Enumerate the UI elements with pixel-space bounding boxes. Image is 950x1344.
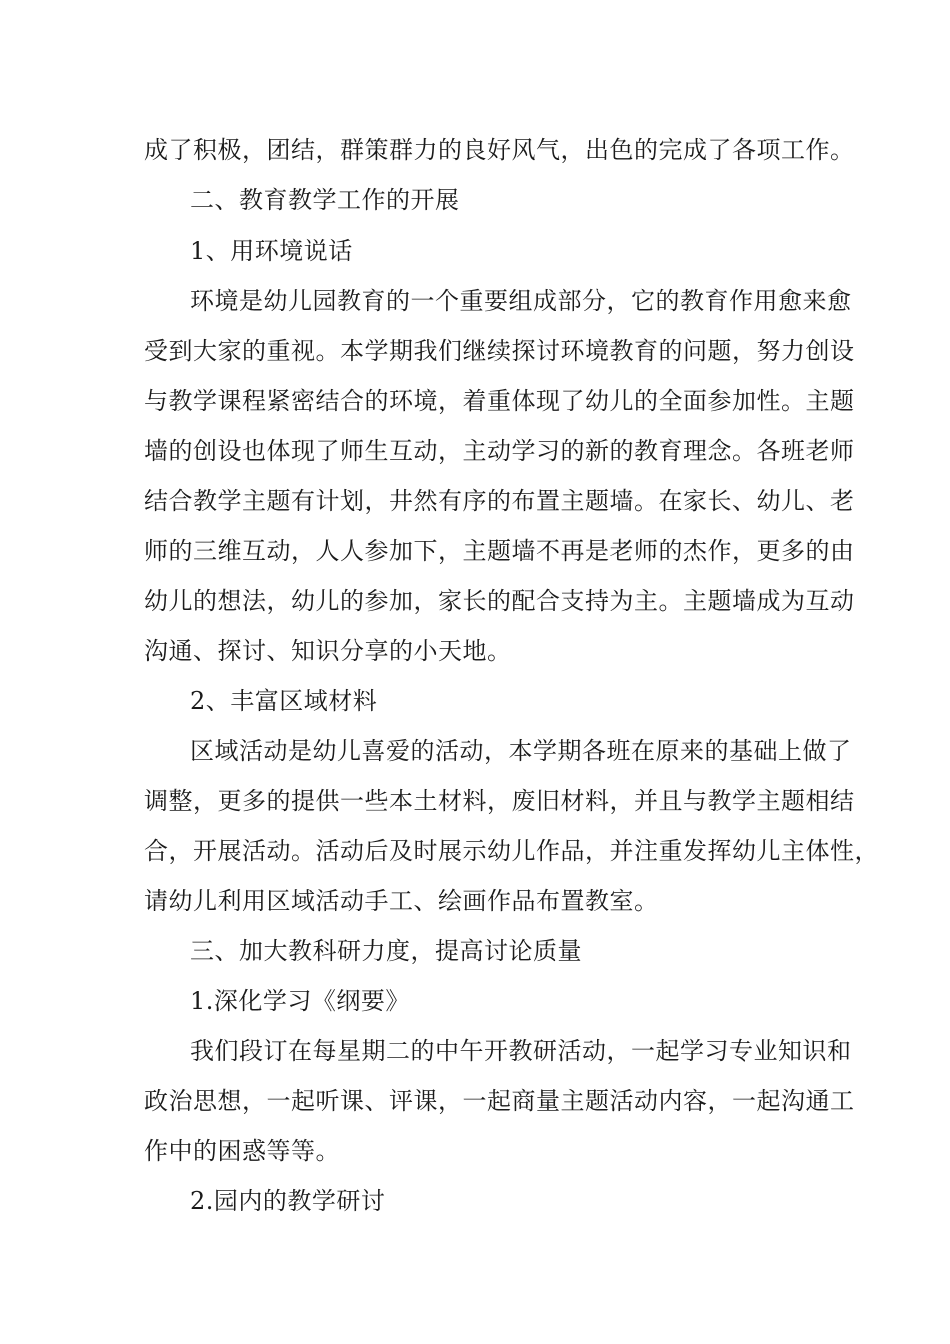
paragraph-line: 师的三维互动，人人参加下，主题墙不再是老师的杰作，更多的由 [144,537,855,565]
paragraph-line: 调整，更多的提供一些本土材料，废旧材料，并且与教学主题相结 [144,787,855,815]
section-heading-3: 三、加大教科研力度，提高讨论质量 [190,937,582,965]
section-heading-2: 二、教育教学工作的开展 [190,186,460,214]
paragraph-line: 政治思想，一起听课、评课，一起商量主题活动内容，一起沟通工 [144,1087,855,1115]
paragraph-line: 沟通、探讨、知识分享的小天地。 [144,637,512,665]
paragraph-line: 请幼儿利用区域活动手工、绘画作品布置教室。 [144,887,659,915]
subheading-3-1: 1.深化学习《纲要》 [190,987,410,1015]
paragraph-continuation: 成了积极，团结，群策群力的良好风气，出色的完成了各项工作。 [144,136,855,164]
paragraph-line: 受到大家的重视。本学期我们继续探讨环境教育的问题，努力创设 [144,337,855,365]
paragraph-line: 环境是幼儿园教育的一个重要组成部分，它的教育作用愈来愈 [190,287,852,315]
paragraph-line: 合，开展活动。活动后及时展示幼儿作品，并注重发挥幼儿主体性， [144,837,879,865]
paragraph-line: 墙的创设也体现了师生互动，主动学习的新的教育理念。各班老师 [144,437,855,465]
subheading-3-2: 2.园内的教学研讨 [190,1187,386,1215]
paragraph-line: 作中的困惑等等。 [144,1137,340,1165]
subheading-2-2: 2、丰富区域材料 [190,687,378,715]
paragraph-line: 与教学课程紧密结合的环境，着重体现了幼儿的全面参加性。主题 [144,387,855,415]
subheading-2-1: 1、用环境说话 [190,237,353,265]
paragraph-line: 幼儿的想法，幼儿的参加，家长的配合支持为主。主题墙成为互动 [144,587,855,615]
paragraph-line: 我们段订在每星期二的中午开教研活动，一起学习专业知识和 [190,1037,852,1065]
paragraph-line: 结合教学主题有计划，井然有序的布置主题墙。在家长、幼儿、老 [144,487,855,515]
paragraph-line: 区域活动是幼儿喜爱的活动，本学期各班在原来的基础上做了 [190,737,852,765]
